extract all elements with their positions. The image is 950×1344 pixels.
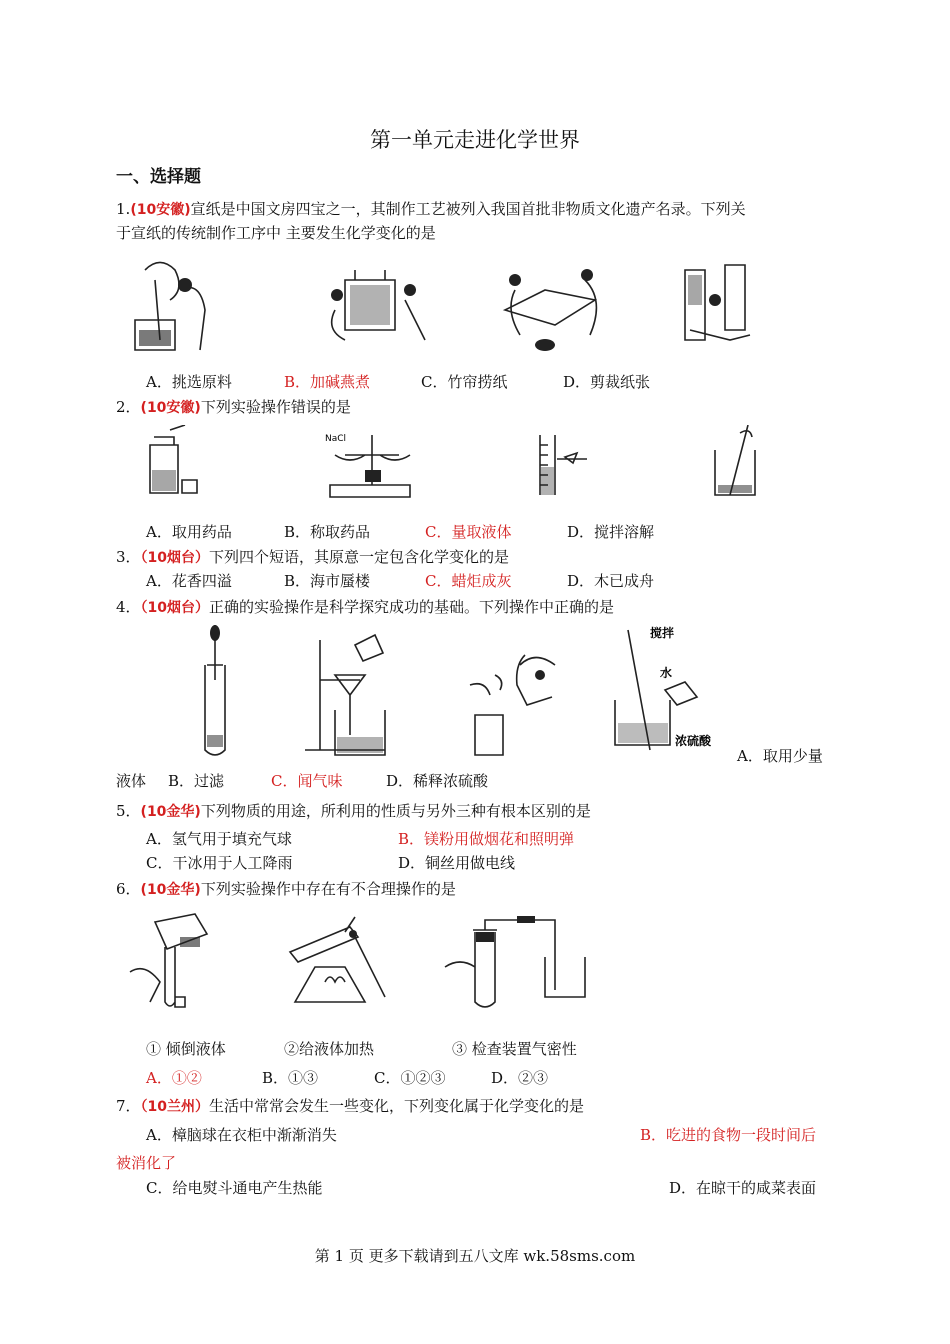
q3-number: 3． — [116, 548, 141, 566]
q6-option-b: B．①③ — [262, 1069, 319, 1087]
q2-figure-b — [325, 434, 410, 497]
q1-figure-b — [331, 270, 425, 340]
q6-text: 下列实验操作中存在有不合理操作的是 — [200, 880, 456, 898]
q1-text2: 于宣纸的传统制作工序中 主要发生化学变化的是 — [116, 224, 436, 242]
q5-stem — [116, 800, 591, 823]
q6-caption-2: ②给液体加热 — [284, 1040, 375, 1058]
q6-caption-3: ③ 检查装置气密性 — [452, 1040, 577, 1058]
q2-stem — [116, 396, 351, 419]
q1-option-c: C．竹帘捞纸 — [421, 373, 508, 391]
q7-text: 生活中常常会发生一些变化，下列变化属于化学变化的是 — [209, 1097, 585, 1115]
q7-stem — [116, 1095, 584, 1118]
q4-option-a-part2: 液体 — [116, 772, 147, 790]
q7-option-d: D．在晾干的咸菜表面 — [669, 1179, 817, 1197]
q4-figure-b — [305, 635, 385, 755]
q4-figure-c — [470, 655, 555, 755]
q2-option-c: C．量取液体 — [425, 523, 512, 541]
q1-figure-a — [135, 263, 205, 351]
q6-figure-1 — [130, 914, 207, 1007]
q6-option-c: C．①②③ — [374, 1069, 446, 1087]
q4-acid-label: 浓硫酸 — [675, 734, 712, 748]
q2-option-b: B．称取药品 — [284, 523, 371, 541]
q1-figure-d — [685, 265, 750, 340]
q4-stir-label: 搅拌 — [650, 626, 675, 640]
q6-caption-1: ① 倾倒液体 — [146, 1040, 226, 1058]
q3-option-b: B．海市蜃楼 — [284, 572, 371, 590]
q5-number: 5． — [116, 802, 141, 820]
q4-figure-a — [205, 625, 225, 755]
q7-option-b-part1: B．吃进的食物一段时间后 — [640, 1126, 817, 1144]
q1-illustrations — [125, 250, 845, 360]
q2-figure-c — [540, 435, 587, 495]
q6-source: (10金华) — [140, 882, 201, 898]
q1-option-d: D．剪裁纸张 — [563, 373, 651, 391]
q1-option-b: B．加碱燕煮 — [284, 373, 371, 391]
q7-source: （10兰州） — [140, 1099, 210, 1115]
q4-illustrations — [195, 625, 755, 760]
q4-stem — [116, 596, 614, 619]
q1-number: 1. — [116, 200, 131, 218]
q6-number: 6． — [116, 880, 141, 898]
q7-option-a: A．樟脑球在衣柜中渐渐消失 — [146, 1126, 337, 1144]
q6-figure-3 — [445, 916, 585, 1007]
q3-option-a: A．花香四溢 — [146, 572, 232, 590]
q1-option-a: A．挑选原料 — [146, 373, 232, 391]
q6-figure-2 — [290, 917, 385, 1002]
q3-text: 下列四个短语，其原意一定包含化学变化的是 — [209, 548, 510, 566]
q5-source: (10金华) — [140, 804, 201, 820]
q6-stem — [116, 878, 456, 901]
q6-illustrations — [125, 912, 625, 1012]
q4-option-b: B．过滤 — [168, 772, 225, 790]
q3-stem — [116, 546, 509, 569]
q1-figure-c — [505, 269, 596, 351]
q2-option-a: A．取用药品 — [146, 523, 232, 541]
q4-text: 正确的实验操作是科学探究成功的基础。下列操作中正确的是 — [209, 598, 615, 616]
q2-figure-a — [150, 425, 197, 493]
q4-number: 4． — [116, 598, 141, 616]
q1-stem-line1 — [116, 198, 746, 221]
q2-figure-d — [715, 425, 755, 495]
q7-option-b-part2: 被消化了 — [116, 1154, 177, 1172]
q4-option-a-part1: A．取用少量 — [737, 747, 823, 765]
q5-option-c: C．干冰用于人工降雨 — [146, 854, 293, 872]
q1-source: (10安徽) — [130, 202, 191, 218]
q6-option-d: D．②③ — [491, 1069, 549, 1087]
q3-option-c: C．蜡炬成灰 — [425, 572, 512, 590]
q2-number: 2． — [116, 398, 141, 416]
q2-text: 下列实验操作错误的是 — [200, 398, 351, 416]
q3-source: （10烟台） — [140, 550, 210, 566]
page-title: 第一单元走进化学世界 — [370, 128, 580, 152]
q2-source: (10安徽) — [140, 400, 201, 416]
q5-option-a: A．氢气用于填充气球 — [146, 830, 292, 848]
q7-option-c: C．给电熨斗通电产生热能 — [146, 1179, 323, 1197]
q7-number: 7． — [116, 1097, 141, 1115]
q4-option-c: C．闻气味 — [271, 772, 343, 790]
q5-option-d: D．铜丝用做电线 — [398, 854, 516, 872]
q4-water-label: 水 — [660, 666, 673, 680]
q3-option-d: D．木已成舟 — [567, 572, 655, 590]
q4-option-d: D．稀释浓硫酸 — [386, 772, 489, 790]
page-footer: 第 1 页 更多下载请到五八文库 wk.58sms.com — [314, 1247, 636, 1265]
q6-option-a: A．①② — [146, 1069, 202, 1087]
q2-option-d: D．搅拌溶解 — [567, 523, 655, 541]
q4-figure-d — [615, 625, 712, 750]
q5-option-b: B．镁粉用做烟花和照明弹 — [398, 830, 575, 848]
q2-nacl-label: NaCl — [325, 434, 347, 444]
section-heading: 一、选择题 — [116, 167, 201, 187]
q1-text1: 宣纸是中国文房四宝之一，其制作工艺被列入我国首批非物质文化遗产名录。下列关 — [190, 200, 746, 218]
q5-text: 下列物质的用途，所利用的性质与另外三种有根本区别的是 — [200, 802, 591, 820]
q4-source: （10烟台） — [140, 600, 210, 616]
q2-illustrations — [140, 425, 780, 505]
